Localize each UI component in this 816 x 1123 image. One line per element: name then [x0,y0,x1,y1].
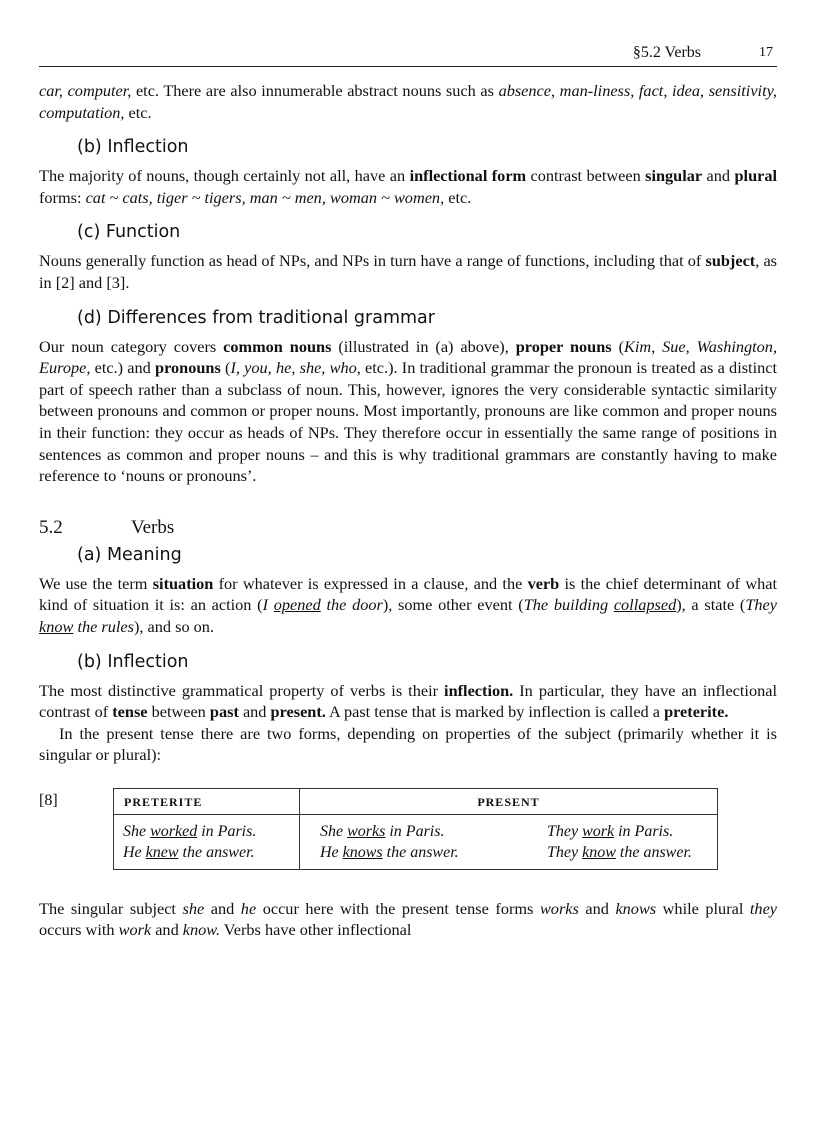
text-run: is the chief determinant of what kind of situation it is: an action ( [39,573,777,615]
text-run: , as in [2] and [3]. [39,251,778,292]
text-run: etc. [124,102,152,122]
bold-term: present. [270,702,326,722]
bold-term: proper nouns [515,336,612,356]
italic-example: I [262,595,274,615]
book-page [39,0,777,1123]
italic-example: he [240,898,257,918]
text-run: occurs with [39,920,119,940]
text-run: between [147,702,210,722]
running-head-section: §5.2 Verbs [632,44,701,61]
text-run: the answer. [382,843,459,861]
italic-example: work [118,920,152,940]
text-run: while plural [656,898,750,918]
heading-noun-function: (c) Function [77,222,181,243]
text-run: occur here with the present tense forms [256,898,540,918]
text-run: He [320,843,343,861]
bold-term: inflectional form [409,166,527,186]
paragraph-present-tense [39,723,777,766]
bold-term: tense [112,702,148,722]
text-run: in Paris. [614,822,674,840]
text-run: Verbs have other inflectional [220,920,412,940]
text-run: Nouns generally function as head of NPs, and NPs in turn have a range of functions, including that of [39,251,706,271]
paragraph-noun-inflection [39,165,777,208]
paragraph-traditional-grammar [39,336,777,487]
heading-noun-inflection: (b) Inflection [77,137,189,158]
present-header: PRESENT [300,788,718,814]
page-body [39,80,777,941]
text-run: (illustrated in (a) above), [331,336,516,356]
text-run: etc.) and [90,358,156,378]
paragraph-verb-meaning [39,573,777,638]
underlined-verb: knows [342,843,383,861]
table-header-row [114,788,718,814]
bold-term: singular [645,166,703,186]
text-run: The most distinctive grammatical property of verbs is their [39,680,445,700]
running-head [39,44,777,67]
preterite-header: PRETERITE [114,788,300,814]
bold-term: plural [734,166,778,186]
text-run: ( [611,336,624,356]
italic-example: they [749,898,778,918]
heading-verb-inflection: (b) Inflection [77,651,189,672]
preterite-cell [114,814,300,869]
text-run: ), and so on. [133,616,215,636]
text-run: She [320,822,348,840]
bold-term: subject [705,251,756,271]
bold-term: past [209,702,239,722]
text-run: ( [220,358,231,378]
tense-paradigm-table [113,788,718,870]
text-run: etc. [444,187,472,207]
text-run: the answer. [615,843,692,861]
table-line [320,842,505,863]
example-number: [8] [39,791,58,809]
text-run: and [204,898,241,918]
table-line [547,842,692,863]
text-run: The singular subject [39,898,183,918]
italic-example: know. [182,920,221,940]
underlined-verb: know [39,616,74,636]
text-run: etc. There are also innumerable abstract nouns such as [131,81,499,100]
text-run: and [151,920,183,940]
text-run: ), a state ( [676,595,746,615]
example-8 [39,788,777,870]
bold-term: inflection. [444,680,514,700]
italic-example: works [539,898,579,918]
text-run: etc.). In traditional grammar the pronoun is treated as a distinct part of speech rather than a subclass of noun. This, however, ignores the very considerable syntactic similarity between pronouns and common or proper nouns. Most importantly, pronouns are like common and proper nouns in their function: they occur as heads of NPs. They therefore occur in essentially the same range of positions in sentences as common and proper nouns – and this is why traditional grammars are constantly having to make reference to ‘nouns or pronouns’. [39,358,777,486]
present-singular-column [300,815,505,869]
heading-traditional-grammar: (d) Differences from traditional grammar [77,307,435,328]
table-line [123,821,299,842]
text-run: In the present tense there are two forms, depending on properties of the subject (primarily whether it is singular or plural): [39,723,777,765]
text-run: He [123,843,146,861]
bold-term: preterite. [664,702,729,722]
text-run: They [547,822,583,840]
table-row [114,814,718,869]
underlined-verb: works [347,822,386,840]
text-run: and [238,702,271,722]
bold-term: situation [152,573,214,593]
present-cell [300,814,718,869]
italic-example: the door [320,595,383,615]
text-run: forms: [39,187,86,207]
italic-example: They [745,595,777,615]
text-run: for whatever is expressed in a clause, and the [213,573,528,593]
page-number: 17 [759,45,773,60]
bold-term: verb [527,573,560,593]
text-run: We use the term [39,573,153,593]
text-run: ), some other event ( [382,595,524,615]
text-run: They [547,843,583,861]
text-run: in Paris. [197,822,257,840]
underlined-verb: work [582,822,615,840]
table-line [123,842,299,863]
section-heading-verbs [39,517,777,539]
text-run: A past tense that is marked by inflection is called a [325,702,665,722]
text-run: and [702,166,735,186]
table-line [320,821,505,842]
text-run: The majority of nouns, though certainly not all, have an [39,166,410,186]
heading-verb-meaning: (a) Meaning [77,544,182,565]
italic-example: absence, man-liness, fact, idea, sensitivity, computation, [39,81,777,122]
italic-example: cat ~ cats, tiger ~ tigers, man ~ men, woman ~ women, [85,187,445,207]
underlined-verb: opened [273,595,321,615]
section-number: 5.2 [39,516,63,538]
section-title: Verbs [131,516,175,538]
italic-example: The building [523,595,614,615]
italic-example: Kim, Sue, Washington, Europe, [39,336,778,378]
italic-example: knows [615,898,657,918]
paragraph-noun-function [39,250,777,293]
text-run: Our noun category covers [39,336,224,356]
underlined-verb: collapsed [613,595,677,615]
text-run: in Paris. [385,822,445,840]
text-run: and [578,898,616,918]
italic-example: I, you, he, she, who, [230,358,361,378]
paragraph-abstract-nouns [39,80,777,123]
text-run: contrast between [526,166,646,186]
bold-term: pronouns [155,358,221,378]
underlined-verb: knew [145,843,179,861]
paragraph-verb-inflection [39,680,777,723]
text-run: the answer. [178,843,255,861]
italic-example: she [182,898,205,918]
text-run: She [123,822,151,840]
text-run: In particular, they have an inflectional contrast of [39,680,777,722]
underlined-verb: worked [150,822,198,840]
italic-example: the rules [73,616,134,636]
present-plural-column [505,815,692,869]
paragraph-closing [39,898,777,941]
italic-example: car, computer, [39,81,132,100]
bold-term: common nouns [223,336,332,356]
table-line [547,821,692,842]
underlined-verb: know [582,843,616,861]
